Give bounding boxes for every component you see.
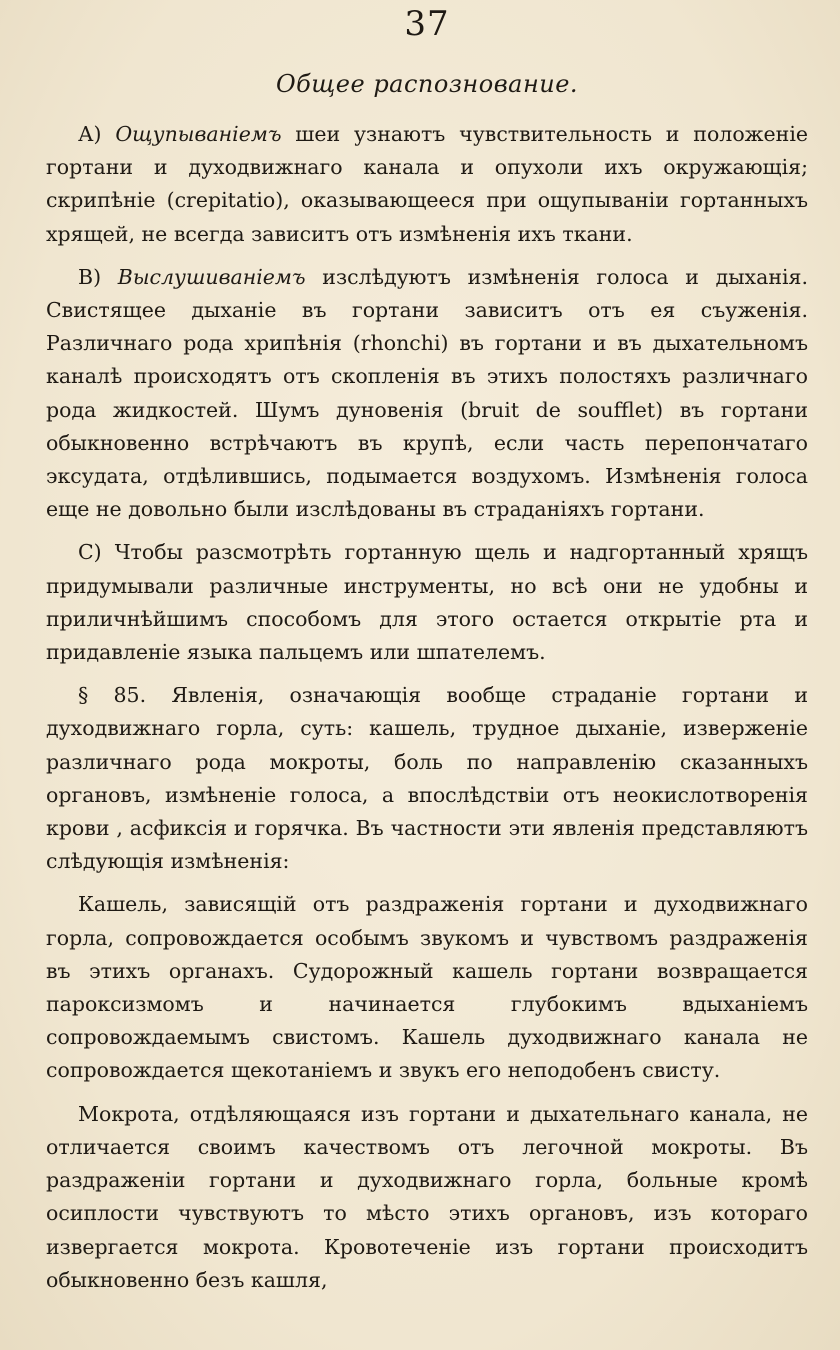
paragraph-text: § 85. Явленія, означающія вообще страданіе гортани и духодвижнаго горла, суть: кашель, трудное дыханіе, изверженіе различнаго рода мокроты, боль по направленію сказанныхъ органовъ, измѣненіе голоса, а впослѣдствіи отъ неокислотворенія крови , асфиксія и горячка. Въ частности эти явленія представляютъ слѣдующія измѣненія: bbox=[46, 683, 808, 874]
paragraph-text: шеи узнаютъ чувствительность и положеніе гортани и духодвижнаго канала и опухоли ихъ окружающія; скрипѣніе (crepitatio), оказывающееся при ощупываніи гортанныхъ хрящей, не всегда зависитъ отъ измѣненія ихъ ткани. bbox=[46, 122, 809, 246]
paragraph-palpation bbox=[46, 118, 808, 251]
page-number: 37 bbox=[404, 4, 450, 44]
paragraph-auscultation bbox=[46, 261, 808, 527]
paragraph-text: изслѣдуютъ измѣненія голоса и дыханія. Свистящее дыханіе въ гортани зависитъ отъ ея съуженія. Различнаго рода хрипѣнія (rhonchi) въ гортани и въ дыхательномъ каналѣ происходятъ отъ скопленія въ этихъ полостяхъ различнаго рода жидкостей. Шумъ дуновенія (bruit de soufflet) въ гортани обыкновенно встрѣчаютъ въ крупѣ, если часть перепончатаго эксудата, отдѣлившись, подымается воздухомъ. Измѣненія голоса еще не довольно были изслѣдованы въ страданіяхъ гортани. bbox=[46, 264, 808, 522]
paragraph-section-85 bbox=[46, 679, 808, 878]
paragraph-sputum bbox=[46, 1098, 808, 1297]
paragraph-cough bbox=[46, 888, 808, 1087]
paragraph-inspection bbox=[46, 536, 808, 669]
emphasized-term: Ощупываніемъ bbox=[115, 122, 282, 146]
paragraph-text: Мокрота, отдѣляющаяся изъ гортани и дыхательнаго канала, не отличается своимъ качествомъ отъ легочной мокроты. Въ раздраженіи гортани и духодвижнаго горла, больные кромѣ осиплости чувствуютъ то мѣсто этихъ органовъ, изъ котораго извергается мокрота. Кровотеченіе изъ гортани происходитъ обыкновенно безъ кашля, bbox=[46, 1101, 808, 1292]
paragraph-lead: В) bbox=[78, 264, 118, 289]
section-title: Общее распознование. bbox=[275, 70, 579, 98]
paragraph-text: С) Чтобы разсмотрѣть гортанную щель и надгортанный хрящъ придумывали различные инструменты, но всѣ они не удобны и приличнѣйшимъ способомъ для этого остается открытіе рта и придавленіе языка пальцемъ или шпателемъ. bbox=[46, 540, 808, 665]
emphasized-term: Выслушиваніемъ bbox=[117, 264, 306, 289]
paragraph-lead: А) bbox=[78, 122, 116, 146]
paragraph-text: Кашель, зависящій отъ раздраженія гортани и духодвижнаго горла, сопровождается особымъ звукомъ и чувствомъ раздраженія въ этихъ органахъ. Судорожный кашель гортани возвращается пароксизмомъ и начинается глубокимъ вдыханіемъ сопровождаемымъ свистомъ. Кашель духодвижнаго канала не сопровождается щекотаніемъ и звукъ его неподобенъ свисту. bbox=[46, 892, 808, 1083]
